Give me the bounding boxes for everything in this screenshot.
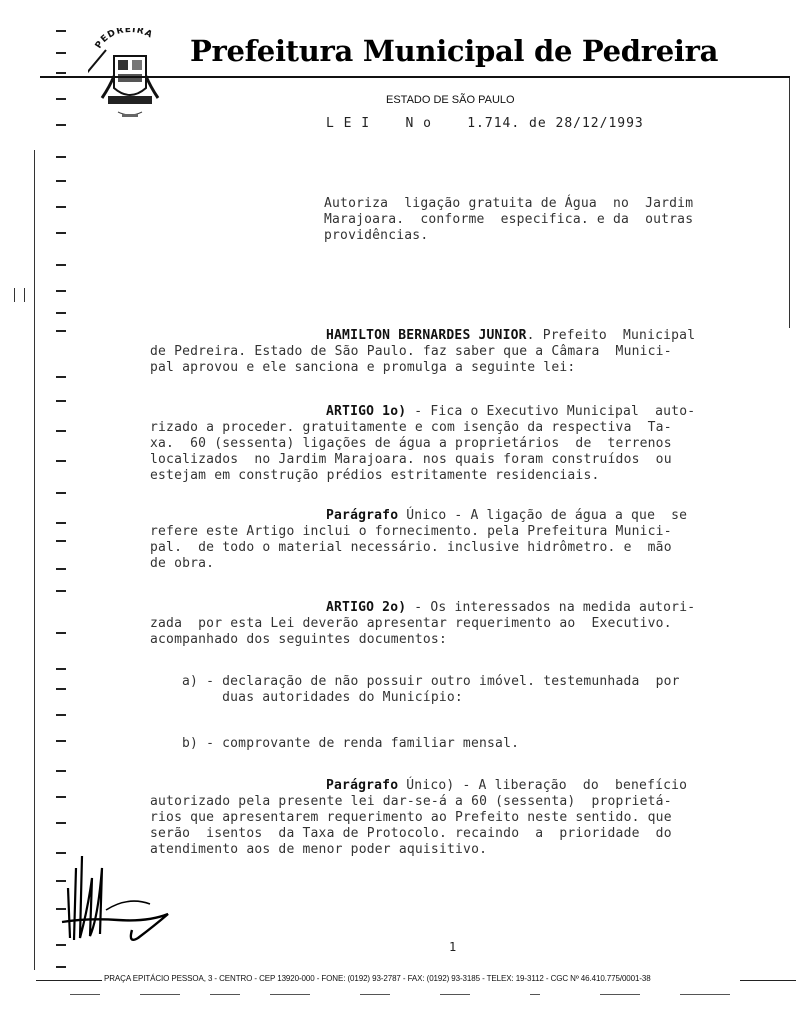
paragrafo1-line: de obra.: [150, 556, 215, 571]
summary-line: providências.: [324, 228, 429, 243]
scan-mark: [14, 288, 15, 302]
svg-text:PEDREIRA: PEDREIRA: [93, 28, 155, 51]
summary-line: Marajoara. conforme especifica. e da outras: [324, 212, 694, 227]
artigo2-first-line: ARTIGO 2o) - Os interessados na medida autori-: [326, 600, 696, 615]
artigo1-line: estejam em construção prédios estritamente residenciais.: [150, 468, 600, 483]
state-subtitle: ESTADO DE SÃO PAULO: [386, 94, 515, 106]
paragrafo1-heading: Parágrafo: [326, 508, 399, 523]
paragrafo2-line: autorizado pela presente lei dar-se-á a 60 (sessenta) proprietá-: [150, 794, 672, 809]
paragrafo1-line: pal. de todo o material necessário. inclusive hidrômetro. e mão: [150, 540, 672, 555]
scan-mark: [24, 288, 25, 302]
page-number: 1: [449, 940, 457, 954]
artigo1-line: rizado a proceder. gratuitamente e com isenção da respectiva Ta-: [150, 420, 672, 435]
paragrafo2-line: serão isentos da Taxa de Protocolo. recaindo a prioridade do: [150, 826, 672, 841]
margin-line-right: [789, 78, 790, 328]
margin-line-left: [34, 150, 35, 970]
paragrafo1-line: refere este Artigo inclui o fornecimento. pela Prefeitura Munici-: [150, 524, 672, 539]
paragrafo2-line: atendimento aos de menor poder aquisitivo.: [150, 842, 488, 857]
artigo1-first-line: ARTIGO 1o) - Fica o Executivo Municipal auto-: [326, 404, 696, 419]
law-number: L E I N o 1.714. de 28/12/1993: [326, 116, 644, 131]
artigo1-line: localizados no Jardim Marajoara. nos quais foram construídos ou: [150, 452, 672, 467]
paragrafo2-first-line: Parágrafo Único) - A liberação do benefício: [326, 778, 688, 793]
item-a-line: duas autoridades do Município:: [182, 690, 463, 705]
item-b-line: b) - comprovante de renda familiar mensal.: [182, 736, 520, 751]
paragrafo2-line: rios que apresentarem requerimento ao Prefeito neste sentido. que: [150, 810, 672, 825]
paragrafo2-heading: Parágrafo: [326, 778, 399, 793]
footer-scan-dashes: [60, 994, 760, 996]
artigo2-heading: ARTIGO 2o): [326, 600, 407, 615]
artigo1-line: xa. 60 (sessenta) ligações de água a proprietários de terrenos: [150, 436, 672, 451]
header-rule: [40, 76, 790, 78]
preamble-first-line: HAMILTON BERNARDES JUNIOR. Prefeito Municipal: [326, 328, 696, 343]
artigo1-heading: ARTIGO 1o): [326, 404, 407, 419]
artigo2-line: zada por esta Lei deverão apresentar requerimento ao Executivo.: [150, 616, 672, 631]
paragrafo1-first-line: Parágrafo Único - A ligação de água a que se: [326, 508, 688, 523]
page-title: Prefeitura Municipal de Pedreira: [190, 34, 719, 68]
summary-line: Autoriza ligação gratuita de Água no Jardim: [324, 196, 694, 211]
preamble-line: pal aprovou e ele sanciona e promulga a seguinte lei:: [150, 360, 576, 375]
artigo2-line: acompanhado dos seguintes documentos:: [150, 632, 447, 647]
margin-marks: [56, 0, 68, 980]
footer-address: PRAÇA EPITÁCIO PESSOA, 3 - CENTRO - CEP 13920-000 - FONE: (0192) 93-2787 - FAX: (0192) 93-3185 - TELEX: 19-3112 - CGC Nº 46.410.775/0001-38: [104, 974, 651, 983]
footer-rule: [36, 980, 102, 981]
item-a-line: a) - declaração de não possuir outro imóvel. testemunhada por: [182, 674, 680, 689]
mayor-name: HAMILTON BERNARDES JUNIOR: [326, 328, 527, 343]
preamble-line: de Pedreira. Estado de São Paulo. faz saber que a Câmara Munici-: [150, 344, 672, 359]
footer-rule: [740, 980, 796, 981]
signature: [58, 848, 188, 948]
